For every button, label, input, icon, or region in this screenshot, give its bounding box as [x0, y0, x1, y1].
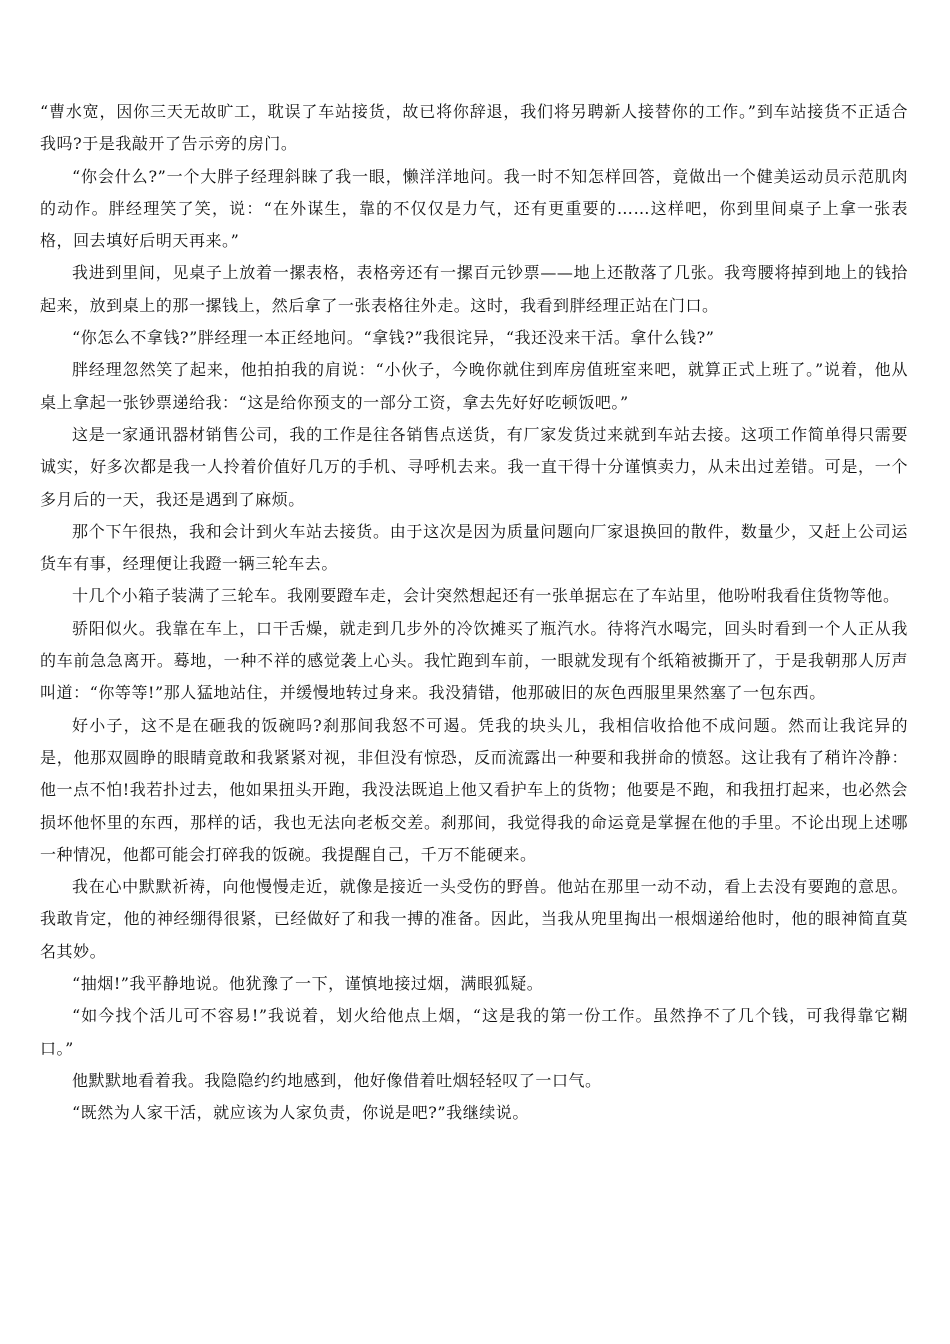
paragraph-5: 胖经理忽然笑了起来，他拍拍我的肩说：“小伙子，今晚你就住到库房值班室来吧，就算正式上班了。”说着，他从桌上拿起一张钞票递给我：“这是给你预支的一部分工资，拿去先好好吃顿饭吧。” [40, 360, 908, 412]
paragraph-14: 他默默地看着我。我隐隐约约地感到，他好像借着吐烟轻轻叹了一口气。 [72, 1070, 602, 1090]
paragraph-13: “如今找个活儿可不容易!”我说着，划火给他点上烟，“这是我的第一份工作。虽然挣不了几个钱，可我得靠它糊口。” [40, 1006, 908, 1058]
paragraph-3: 我进到里间，见桌子上放着一摞表格，表格旁还有一摞百元钞票——地上还散落了几张。我弯腰将掉到地上的钱拾起来，放到桌上的那一摞钱上，然后拿了一张表格往外走。这时，我看到胖经理正站在门口。 [40, 263, 908, 315]
paragraph-12: “抽烟!”我平静地说。他犹豫了一下，谨慎地接过烟，满眼狐疑。 [72, 974, 544, 994]
paragraph-15: “既然为人家干活，就应该为人家负责，你说是吧?”我继续说。 [72, 1103, 529, 1123]
paragraph-2: “你会什么?”一个大胖子经理斜睐了我一眼，懒洋洋地问。我一时不知怎样回答，竟做出一个健美运动员示范肌肉的动作。胖经理笑了笑，说：“在外谋生，靠的不仅仅是力气，还有更重要的……这样吧，你到里间桌子上拿一张表格，回去填好后明天再来。” [40, 166, 908, 251]
paragraph-4: “你怎么不拿钱?”胖经理一本正经地问。“拿钱?”我很诧异，“我还没来干活。拿什么钱?” [72, 328, 715, 348]
document-body [40, 96, 908, 1130]
paragraph-6: 这是一家通讯器材销售公司，我的工作是往各销售点送货，有厂家发货过来就到车站去接。这项工作简单得只需要诚实，好多次都是我一人拎着价值好几万的手机、寻呼机去来。我一直干得十分谨慎卖力，从未出过差错。可是，一个多月后的一天，我还是遇到了麻烦。 [40, 424, 908, 509]
paragraph-8: 十几个小箱子装满了三轮车。我刚要蹬车走，会计突然想起还有一张单据忘在了车站里，他吩咐我看住货物等他。 [72, 586, 900, 606]
paragraph-9: 骄阳似火。我靠在车上，口干舌燥，就走到几步外的冷饮摊买了瓶汽水。待将汽水喝完，回头时看到一个人正从我的车前急急离开。蓦地，一种不祥的感觉袭上心头。我忙跑到车前，一眼就发现有个纸箱被撕开了，于是我朝那人厉声叫道：“你等等!”那人猛地站住，并缓慢地转过身来。我没猜错，他那破旧的灰色西服里果然塞了一包东西。 [40, 618, 908, 703]
paragraph-11: 我在心中默默祈祷，向他慢慢走近，就像是接近一头受伤的野兽。他站在那里一动不动，看上去没有要跑的意思。我敢肯定，他的神经绷得很紧，已经做好了和我一搏的准备。因此，当我从兜里掏出一根烟递给他时，他的眼神简直莫名其妙。 [40, 877, 908, 961]
paragraph-1: “曹水宽，因你三天无故旷工，耽误了车站接货，故已将你辞退，我们将另聘新人接替你的工作。”到车站接货不正适合我吗?于是我敲开了告示旁的房门。 [40, 102, 908, 154]
paragraph-10: 好小子，这不是在砸我的饭碗吗?刹那间我怒不可遏。凭我的块头儿，我相信收拾他不成问题。然而让我诧异的是，他那双圆睁的眼睛竟敢和我紧紧对视，非但没有惊恐，反而流露出一种要和我拼命的愤怒。这让我有了稍许冷静：他一点不怕!我若扑过去，他如果扭头开跑，我没法既追上他又看护车上的货物；他要是不跑，和我扭打起来，也必然会损坏他怀里的东西，那样的话，我也无法向老板交差。刹那间，我觉得我的命运竟是掌握在他的手里。不论出现上述哪一种情况，他都可能会打碎我的饭碗。我提醒自己，千万不能硬来。 [40, 715, 908, 864]
paragraph-7: 那个下午很热，我和会计到火车站去接货。由于这次是因为质量问题向厂家退换回的散件，数量少，又赶上公司运货车有事，经理便让我蹬一辆三轮车去。 [40, 521, 908, 574]
